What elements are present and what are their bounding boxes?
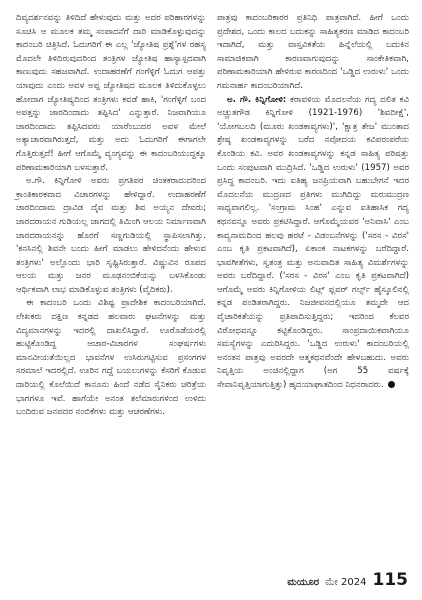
left-paragraph-1: ದಿವ್ಯದರ್ಶನವನ್ನು ತಿಳಿದಿದೆ ಹೇಳುವುದು ಮತ್ತು ಅದರ ಪರಿಹಾರಗಳನ್ನು ಸೂಚಿಸಿ ಆ ಮೂಲಕ ತಮ್ಮ ಸಂಪಾದನೆಗೆ ದಾರಿ ಮಾಡಿಕೊಳ್ಳುವುದನ್ನು ಕಾದಂಬರಿ ಚಿತ್ರಿಸಿದೆ. ಓದುಗರಿಗೆ ಈ ಎಲ್ಲ 'ಜ್ಯೋತಿಷ ಪ್ರಶ್ನೆ'ಗಳ ರಹಸ್ಯ ಮೊದಲೇ ತಿಳಿದಿರುವುದರಿಂದ ತಂತ್ರಿಗಳ ಜ್ಯೋತಿಷ ಹಾಸ್ಯಾಸ್ಪದವಾಗಿ ಕಾಣುವುದು ಸಹಜವಾಗಿದೆ. ಉದಾಹರಣೆಗೆ ಗಂಗೆಳ್ಳಿಗೆ ಓದುಗ ಆಪತ್ತು ಯಾವುದು ಎಂದು ಅವಳ ಅಪ್ಪ ಜ್ಯೋತಿಷದ ಮೂಲಕ ತಿಳಿದುಕೊಳ್ಳಲು ಹೋದಾಗ ಜ್ಯೋತಿಷ್ಯದಿಂದ ತಂತ್ರಿಗಳು ಕವಡೆ ಹಾಕಿ, 'ಗಂಗೆಳ್ಳಿಗೆ ಬಂದ ಅಪತ್ತನ್ನು ಜಾರದಿಂದಾದು ತಪ್ಪಿಸಿದ' ಎನ್ನುತ್ತಾರೆ. ನಿಜವಾಗಿಯೂ ಜಾರದಿಂದಾದು ತಪ್ಪಿಸಿದವರು ಯಾರೆಂಬುದರ ಅವಳ ಮೇಲೆ ಅತ್ಯಾಚಾರವಾಗಿರುತ್ತದೆ, ಮತ್ತು ಅದು ಓದುಗರಿಗೆ ಈಗಾಗಲೇ ಗೊತ್ತಿರುತ್ತದೆ! ಹೀಗೆ ಆಗೊಮ್ಮೆ ವ್ಯಂಗ್ಯವನ್ನು ಈ ಕಾದಂಬರಿಯುದ್ದಕ್ಕೂ ಪರಿಣಾಮಕಾರಿಯಾಗಿ ಬಳಸುತ್ತಾರೆ.	[16, 13, 206, 173]
article-end-mark	[388, 381, 395, 388]
magazine-name: ಮಯೂರ	[287, 577, 320, 588]
author-bio	[217, 94, 409, 393]
page-number: 115	[372, 570, 408, 590]
issue-date: ಮೇ 2024	[325, 577, 367, 588]
left-paragraph-3: ಈ ಕಾದಂಬರಿ ಒಂದು ವಿಶಿಷ್ಟ ಪ್ರಾದೇಶಿಕ ಕಾದಂಬರಿಯಾಗಿದೆ. ಲೇಖಕರು ದಕ್ಷಿಣ ಕನ್ನಡದ ಹಲವಾರು ಘಟನೆಗಳನ್ನು ಮತ್ತು ವಿದ್ಯಮಾನಗಳನ್ನು ಇದರಲ್ಲಿ ದಾಖಲಿಸಿದ್ದಾರೆ. ಊರೊಡೆಯರಲ್ಲಿ ಹುಟ್ಟಿಕೊಂಡಿದ್ದ ಆಚಾರ-ವಿಚಾರಗಳ ಸಂಘರ್ಷಗಳು ಮಾನವೀಯತೆಯಿಲ್ಲದ ಭಾವನೆಗಳ ಉಸಿರುಗಟ್ಟಿಸುವ ಪ್ರಸಂಗಗಳ ಸರಮಾಲೆ ಇದರಲ್ಲಿದೆ. ಊರಿನ ಗದ್ದೆ ಬಯಲುಗಳನ್ನು ಕೆಸರಿಗೆ ಕೊಡುವ ದಾರಿಯಲ್ಲಿ ಕೊಲೆಯಿದೆ ಕಾನೂನು ಹಿಂದೆ ನಡೆದ ಸೈನಿಕರು ಚರಿತ್ರೆಯ ಭಾಗಗಳೂ ಇವೆ. ಹಾಗೆಯೇ ಅನಂತ ತಲೆಮಾರುಗಳಿಂದ ಉಳಿದು ಬಂದಿರುವ ಜನಪದರ ನಂಬಿಕೆಗಳು ಮತ್ತು ಆಚರಣೆಗಳು.	[16, 298, 206, 418]
left-paragraph-2: ಅ.ಗೌ. ಕಿನ್ನಿಗೋಳಿ ಅವರು ಪ್ರಗತಿಪರ ಚಿಂತಕರಾದುದರಿಂದ ಕ್ರಾಂತಿಕಾರಕವಾದ ವಿಚಾರಗಳನ್ನು ಹೇಳಿದ್ದಾರೆ. ಉದಾಹರಣೆಗೆ ಜಾರದಿಂದಾಮ ದ್ರಾವಿಡ ದೈವ ಮತ್ತು ಶಿವ ಅಯ್ಯನ ದೇವರು; ಜಾರದರಾಯನ ಗುಡಿಯಲ್ಲ ಜಾಗದಲ್ಲಿ ತಿಮಿಂಗಿ ಆಲಯ ನಿರ್ಮಾಣವಾಗಿ ಜಾರದರಾಯನನ್ನು ಹೊರಗೆ ಸಣ್ಣಗುಡಿಯಲ್ಲಿ ಸ್ಥಾಪಿಸಲಾಗಿತ್ತು. 'ಕನಸಿನಲ್ಲಿ ಶಿವನೇ ಬಂದು ಹೀಗೆ ಮಾಡಲು ಹೇಳಿದನೆಂದು ಹೇಳುವ ತಂತ್ರಿಗಳು' ಅಲ್ಲೊಂದು ಭಾರಿ ಸೃಷ್ಟಿಸಿರುತ್ತಾರೆ. ವಿಷ್ಣುವಿನ ರೂಪದ ಆಲಯ ಮತ್ತು ಜನರ ಮೂಢನಂಬಿಕೆಯನ್ನು ಬಳಸಿಕೊಂಡು ಆರ್ಥಿಕವಾಗಿ ಲಾಭ ಮಾಡಿಕೊಳ್ಳುವ ತಂತ್ರಿಗಳು (ವೈದಿಕರು).	[16, 176, 206, 295]
left-column	[16, 12, 206, 420]
author-bio-lead: ಅ. ಗೌ. ಕಿನ್ನಿಗೋಳಿ:	[227, 94, 287, 105]
right-paragraph-1: ಪಾತ್ರವು ಕಾದಂಬರಿಕಾರರ ಪ್ರತಿನಿಧಿ ಪಾತ್ರವಾಗಿದೆ. ಹೀಗೆ ಒಂದು ಪ್ರದೇಶದ, ಒಂದು ಕಾಲದ ಬದುಕನ್ನು ಸಾಹಿತ್ಯಕರಣ ಮಾಡಿದ ಕಾದಂಬರಿ ಇದಾಗಿದೆ, ಮತ್ತು ವಾಸ್ತವಿಕತೆಯ ಹಿನ್ನೆಲೆಯಲ್ಲಿ ಬದುಕಿನ ಸಾಮಾಜಿಕವಾಗಿ ಕಾರಣವಾಗುವುದನ್ನು ಸಾಂಕೇತಿಕವಾಗಿ, ಪರಿಣಾಮಕಾರಿಯಾಗಿ ಹೇಳಿರುವ ಕಾರಣದಿಂದ 'ಒಡ್ಡಿದ ಉರುಳು' ಒಂದು ಗಮನಾರ್ಹ ಕಾದಂಬರಿಯಾಗಿದೆ.	[217, 13, 409, 91]
author-bio-text: ಕರಾವಳಿಯ ಮೊದಲನೆಯ ಗದ್ಯ ದಲಿತ ಕವಿ ಅಚ್ಚುತಗೌಡ ಕಿನ್ನಿಗೋಳಿ (1921-1976) 'ಶಿವದೀಕ್ಷೆ', 'ಯೋಗಬಲದಿ (ಮೂರು ಖಂಡಕಾವ್ಯಗಳು)', 'ಕ್ಷಾತ್ರ ತೇಜ' ಮುಂತಾದ ಶ್ರೇಷ್ಠ ಖಂಡಕಾವ್ಯಗಳನ್ನು ಬರೆದ ನವೋದಯ ಕವಿಪರಂಪರೆಯ ಕೊಂಡಿಯ ಕವಿ. ಅವರ ಖಂಡಕಾವ್ಯಗಳನ್ನು ಕನ್ನಡ ಸಾಹಿತ್ಯ ಪರಿಷತ್ತು ಒಂದು ಸಂಪುಟವಾಗಿ ಮುದ್ರಿಸಿದೆ. 'ಒಡ್ಡಿದ ಉರುಳು' (1957) ಅವರ ಪ್ರಸಿದ್ಧ ಕಾದಂಬರಿ. ಇದು ಐತಿಹ್ಯ ಜನಪ್ರಿಯವಾಗಿ ಬಹುಬೇಗನೆ ಇದರ ಮೊದಲನೆಯ ಮುದ್ರಣದ ಪ್ರತಿಗಳು ಮುಗಿದಿದ್ದು ಮರುಮುದ್ರಣ ಸಾಧ್ಯವಾಗಲಿಲ್ಲ. 'ಸಂಗ್ರಾಮ ಸಿಂಹ' ಎನ್ನುವ ಐತಿಹಾಸಿಕ ಗದ್ಯ ಕಥನವನ್ನೂ ಅವರು ಪ್ರಕಟಿಸಿದ್ದಾರೆ. ಆಗೊಮ್ಮೆಯವರ 'ಅನಿವಾಸಿ' ಎಂಬ ಕಾವ್ಯನಾಮದಿಂದ ಹಲವು ಹರಟೆ - ವಿಡಂಬನೆಗಳನ್ನು ('ಸರಸ - ವಿರಸ' ಎಂಬ ಕೃತಿ ಪ್ರಕಟವಾಗಿದೆ), ಏಕಾಂಕ ನಾಟಕಗಳನ್ನು ಬರೆದಿದ್ದಾರೆ. ಭಾವಗೀತೆಗಳು, ಸ್ವತಂತ್ರ ಮತ್ತು ಅನುವಾದಿತ ಸಾಹಿತ್ಯ ವಿಮರ್ಶೆಗಳನ್ನು ಅವರು ಬರೆದಿದ್ದಾರೆ. ('ಸರಸ - ವಿರಸ' ಎಂಬ ಕೃತಿ ಪ್ರಕಟವಾಗಿದೆ) ಆಗೊಮ್ಮೆ ಅವರು ಕಿನ್ನಿಗೋಳಿಯ ಲಿಟ್ಲ್ ಫ್ಲವರ್ ಗರ್ಲ್ಸ್ ಹೈಸ್ಕೂಲಿನಲ್ಲಿ ಕನ್ನಡ ಪಂಡಿತರಾಗಿದ್ದರು. ನಿಜಜೀವನದಲ್ಲಿಯೂ ತಮ್ಮದೇ ಆದ ವೈಚಾರಿಕತೆಯನ್ನು ಪ್ರತಿಪಾದಿಸುತ್ತಿದ್ದರು; ಇದರಿಂದ ಕೆಲವರ ವಿರೋಧವನ್ನೂ ಕಟ್ಟಿಕೊಂಡಿದ್ದರು. ಸಾಂಪ್ರದಾಯಿಕವಾಗಿಯೂ ಸಮಸ್ಯೆಗಳನ್ನು ಎದುರಿಸಿದ್ದರು. 'ಒಡ್ಡಿದ ಉರುಳು' ಕಾದಂಬರಿಯಲ್ಲಿ ಅನಂತನ ಪಾತ್ರವು ಅವರದೇ ಆತ್ಮಕಥನವೆಂದೇ ಹೇಳಬಹುದು. ಅವರು ನಿವೃತ್ತಿಯ ಅಂಚಿನಲ್ಲಿದ್ದಾಗ (ಅಗ 55 ವರ್ಷಕ್ಕೆ ಸೇವಾನಿವೃತ್ತಿಯಾಗುತ್ತಿತ್ತು) ಹೃದಯಾಘಾತದಿಂದ ನಿಧನರಾದರು.	[217, 94, 410, 391]
right-column	[217, 12, 409, 393]
page-footer	[287, 570, 408, 590]
